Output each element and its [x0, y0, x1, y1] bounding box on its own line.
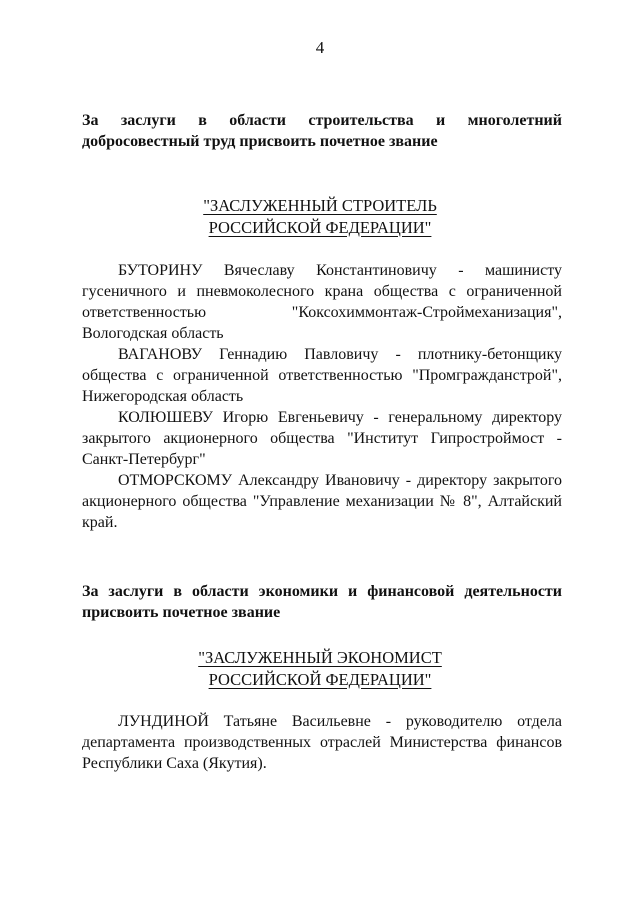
title-economics	[0, 647, 640, 691]
decree-economics: За заслуги в области экономики и финансовой деятельности присвоить почетное звание	[82, 583, 562, 621]
awardee-kolyushev: КОЛЮШЕВУ Игорю Евгеньевичу - генеральному директору закрытого акционерного общества "Институт Гипростроймост - Санкт-Петербург"	[82, 409, 562, 468]
awardee-otmorsky: ОТМОРСКОМУ Александру Ивановичу - директору закрытого акционерного общества "Управление механизации № 8", Алтайский край.	[82, 472, 562, 531]
awardee-list-construction	[82, 260, 562, 533]
awardee-list-economics	[82, 711, 562, 774]
title-line-1: "ЗАСЛУЖЕННЫЙ СТРОИТЕЛЬ	[203, 196, 437, 215]
awardee-lundina: ЛУНДИНОЙ Татьяне Васильевне - руководителю отдела департамента производственных отраслей Министерства финансов Республики Саха (Якутия).	[82, 713, 562, 772]
title-line-1: "ЗАСЛУЖЕННЫЙ ЭКОНОМИСТ	[198, 648, 442, 667]
decree-construction: За заслуги в области строительства и многолетний добросовестный труд присвоить почетное звание	[82, 112, 562, 150]
awardee-vaganov: ВАГАНОВУ Геннадию Павловичу - плотнику-бетонщику общества с ограниченной ответственностью "Промгражданстрой", Нижегородская область	[82, 346, 562, 405]
awardee-buto: БУТОРИНУ Вячеславу Константиновичу - машинисту гусеничного и пневмоколесного крана общества с ограниченной ответственностью "Коксохиммонтаж-Строймеханизация", Вологодская область	[82, 262, 562, 342]
title-line-2: РОССИЙСКОЙ ФЕДЕРАЦИИ"	[208, 670, 432, 689]
title-line-2: РОССИЙСКОЙ ФЕДЕРАЦИИ"	[208, 218, 432, 237]
page-number: 4	[315, 38, 325, 57]
title-construction	[0, 195, 640, 239]
